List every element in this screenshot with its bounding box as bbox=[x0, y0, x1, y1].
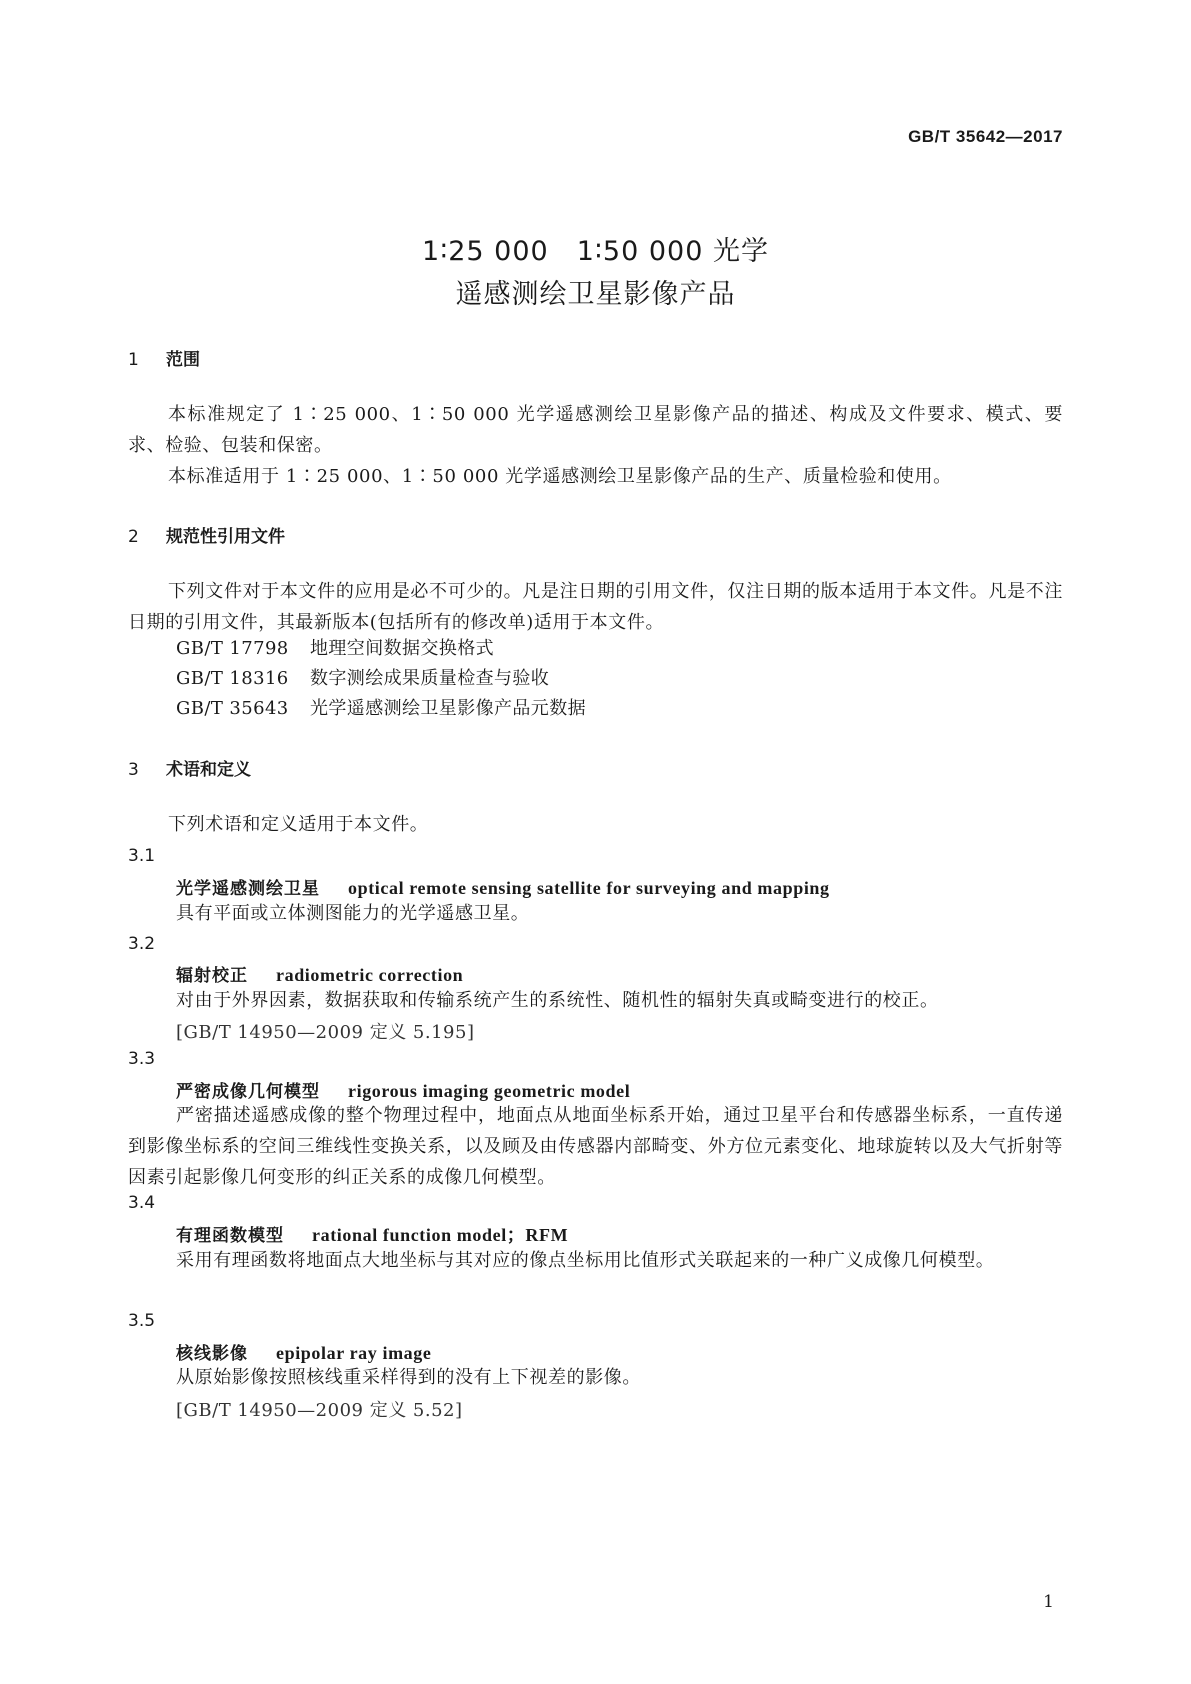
term-chinese: 严密成像几何模型 bbox=[176, 1082, 320, 1102]
term-heading bbox=[176, 1221, 568, 1247]
scope-paragraph: 本标准适用于 1∶25 000、1∶50 000 光学遥感测绘卫星影像产品的生产、质量检验和使用。 bbox=[168, 466, 952, 487]
term-chinese: 核线影像 bbox=[176, 1344, 248, 1364]
reference-title: 地理空间数据交换格式 bbox=[310, 638, 494, 659]
term-source: [GB/T 14950—2009 定义 5.52] bbox=[176, 1400, 463, 1421]
reference-code: GB/T 35643 bbox=[176, 698, 289, 719]
term-definition: 严密描述遥感成像的整个物理过程中，地面点从地面坐标系开始，通过卫星平台和传感器坐标系，一直传递到影像坐标系的空间三维线性变换关系，以及顾及由传感器内部畸变、外方位元素变化、地球旋转以及大气折射等因素引起影像几何变形的纠正关系的成像几何模型。 bbox=[128, 1105, 1063, 1188]
term-source: [GB/T 14950—2009 定义 5.195] bbox=[176, 1022, 475, 1043]
term-chinese: 有理函数模型 bbox=[176, 1226, 284, 1246]
terms-intro: 下列术语和定义适用于本文件。 bbox=[168, 814, 429, 835]
term-chinese: 光学遥感测绘卫星 bbox=[176, 879, 320, 899]
term-number: 3.3 bbox=[128, 1049, 156, 1069]
term-definition: 具有平面或立体测图能力的光学遥感卫星。 bbox=[176, 903, 530, 924]
scope-paragraph: 本标准规定了 1∶25 000、1∶50 000 光学遥感测绘卫星影像产品的描述、构成及文件要求、模式、要求、检验、包装和保密。 bbox=[128, 404, 1063, 456]
reference-code: GB/T 18316 bbox=[176, 668, 289, 689]
term-heading bbox=[176, 874, 830, 899]
reference-title: 光学遥感测绘卫星影像产品元数据 bbox=[310, 698, 586, 719]
term-heading bbox=[176, 961, 463, 986]
reference-title: 数字测绘成果质量检查与验收 bbox=[310, 668, 550, 689]
reference-code: GB/T 17798 bbox=[176, 638, 289, 659]
normative-references-intro: 下列文件对于本文件的应用是必不可少的。凡是注日期的引用文件，仅注日期的版本适用于本文件。凡是不注日期的引用文件，其最新版本(包括所有的修改单)适用于本文件。 bbox=[128, 581, 1063, 633]
term-number: 3.2 bbox=[128, 934, 156, 954]
section-heading-scope bbox=[128, 345, 200, 370]
section-number: 3 bbox=[128, 760, 139, 780]
term-number: 3.1 bbox=[128, 846, 156, 866]
term-definition: 从原始影像按照核线重采样得到的没有上下视差的影像。 bbox=[176, 1367, 641, 1388]
section-number: 2 bbox=[128, 527, 139, 547]
reference-item bbox=[176, 636, 494, 662]
term-heading bbox=[176, 1339, 431, 1364]
section-heading-normative-references bbox=[128, 522, 285, 547]
term-english: rational function model；RFM bbox=[312, 1225, 569, 1245]
section-title: 范围 bbox=[166, 350, 200, 370]
term-english: radiometric correction bbox=[276, 965, 464, 985]
document-title-line-2: 遥感测绘卫星影像产品 bbox=[455, 279, 736, 310]
term-heading bbox=[176, 1077, 630, 1102]
document-title-line-1: 1∶25 000 1∶50 000 光学 bbox=[422, 236, 769, 267]
term-english: optical remote sensing satellite for surveying and mapping bbox=[348, 878, 830, 898]
section-title: 规范性引用文件 bbox=[166, 527, 285, 547]
section-number: 1 bbox=[128, 350, 139, 370]
section-title: 术语和定义 bbox=[166, 760, 251, 780]
reference-item bbox=[176, 666, 549, 692]
section-heading-terms-and-definitions bbox=[128, 755, 251, 780]
term-number: 3.4 bbox=[128, 1193, 156, 1213]
term-chinese: 辐射校正 bbox=[176, 966, 248, 986]
term-definition: 采用有理函数将地面点大地坐标与其对应的像点坐标用比值形式关联起来的一种广义成像几何模型。 bbox=[176, 1250, 995, 1271]
term-definition: 对由于外界因素，数据获取和传输系统产生的系统性、随机性的辐射失真或畸变进行的校正。 bbox=[176, 990, 939, 1011]
standard-code: GB/T 35642—2017 bbox=[908, 127, 1063, 146]
term-number: 3.5 bbox=[128, 1311, 156, 1331]
reference-item bbox=[176, 696, 586, 722]
term-english: epipolar ray image bbox=[276, 1343, 432, 1363]
term-english: rigorous imaging geometric model bbox=[348, 1081, 631, 1101]
page-number: 1 bbox=[1043, 1592, 1054, 1612]
